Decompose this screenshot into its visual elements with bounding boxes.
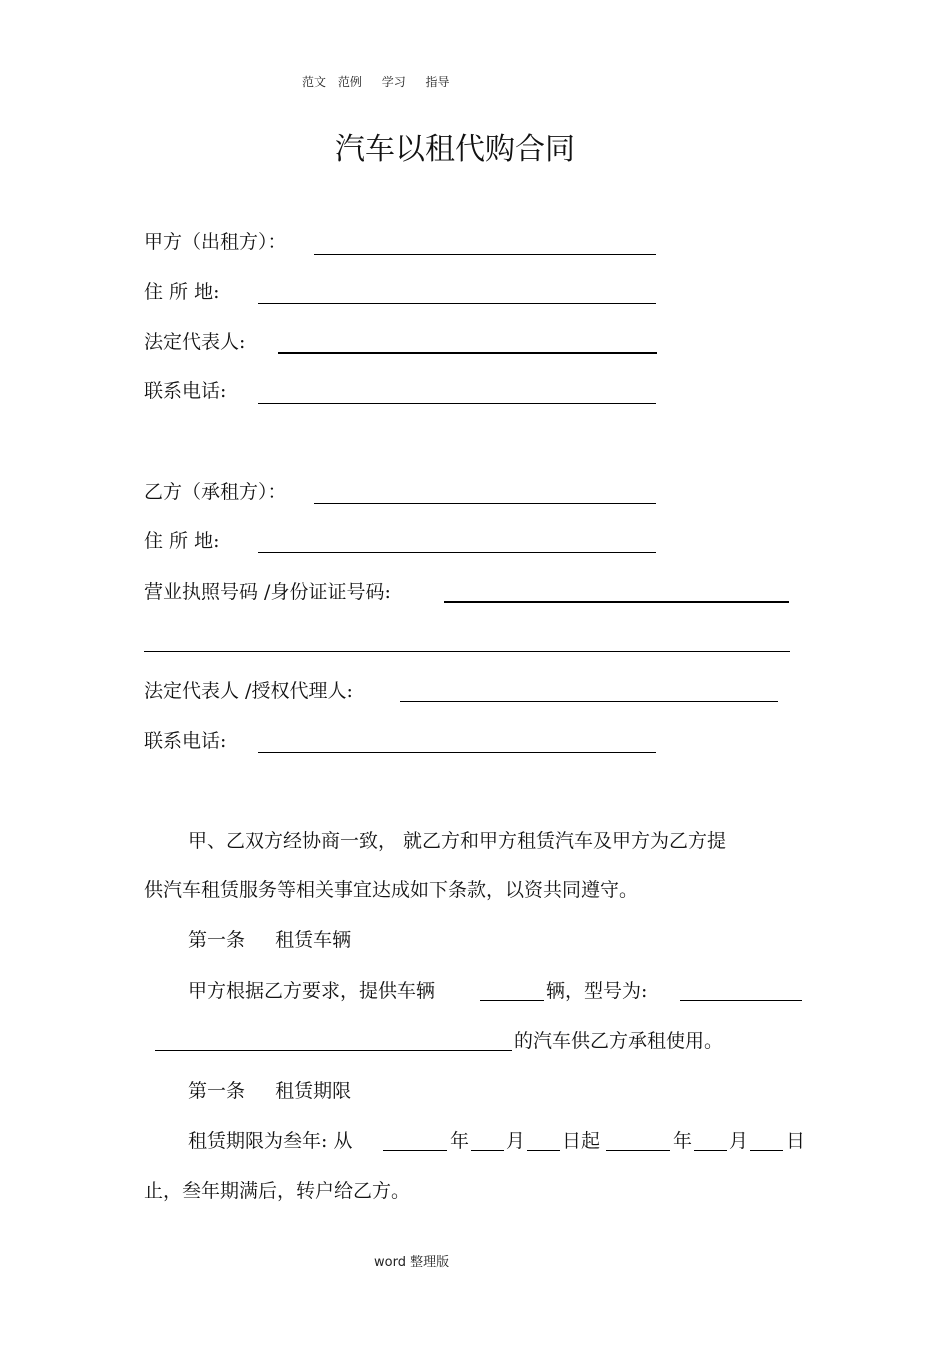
article-2-heading: [188, 1079, 351, 1103]
header-item-2: 学习: [381, 75, 406, 89]
party-a-name-field: [314, 254, 656, 255]
party-b-address-label: 住 所 地:: [144, 530, 220, 552]
header-item-3: 指导: [425, 75, 450, 89]
article-1-number: 第一条: [188, 929, 246, 951]
term-end-day-label: 日: [786, 1130, 806, 1152]
vehicle-model-field: [680, 1000, 802, 1001]
party-b-rep-label: 法定代表人 /授权代理人:: [144, 680, 353, 702]
header-item-1: 范例: [337, 75, 362, 89]
party-a-phone-field: [258, 403, 656, 404]
term-start-month-label: 月: [506, 1130, 526, 1152]
party-b-id-label: 营业执照号码 /身份证证号码:: [144, 581, 391, 603]
end-year-field: [606, 1150, 670, 1151]
footer-note: word 整理版: [374, 1255, 450, 1270]
party-b-name-label: 乙方（承租方）：: [144, 481, 287, 503]
party-a-address-label: 住 所 地:: [144, 281, 220, 303]
party-b-rep-field: [400, 701, 778, 702]
article-1-text-b: 辆，型号为:: [546, 980, 648, 1002]
article-1-name: 租赁车辆: [275, 929, 352, 951]
party-a-address-field: [258, 303, 656, 304]
term-end-year-label: 年: [673, 1130, 693, 1152]
header-source: [302, 73, 450, 90]
start-year-field: [383, 1150, 447, 1151]
party-a-phone-label: 联系电话:: [144, 380, 227, 402]
party-a-rep-field: [278, 352, 657, 354]
article-2-name: 租赁期限: [275, 1080, 352, 1102]
intro-line-1: 甲、乙双方经协商一致， 就乙方和甲方租赁汽车及甲方为乙方提: [188, 830, 727, 852]
article-2-number: 第一条: [188, 1080, 246, 1102]
party-b-phone-field: [258, 752, 656, 753]
intro-line-2: 供汽车租赁服务等相关事宜达成如下条款，以资共同遵守。: [144, 879, 639, 901]
article-1-text-c: 的汽车供乙方承租使用。: [514, 1030, 724, 1052]
start-month-field: [471, 1150, 504, 1151]
party-b-id-field: [444, 601, 789, 603]
term-prefix: 租赁期限为叁年: 从: [188, 1130, 353, 1152]
party-a-rep-label: 法定代表人:: [144, 331, 246, 353]
term-start-day-label: 日起: [562, 1130, 601, 1152]
term-line-2: 止，叁年期满后，转户给乙方。: [144, 1180, 411, 1202]
party-a-name-label: 甲方（出租方）：: [144, 231, 287, 253]
end-day-field: [750, 1150, 783, 1151]
article-1-heading: [188, 928, 351, 952]
article-1-text-a: 甲方根据乙方要求，提供车辆: [188, 980, 436, 1002]
vehicle-model-field-continued: [155, 1050, 512, 1051]
term-start-year-label: 年: [450, 1130, 470, 1152]
start-day-field: [527, 1150, 560, 1151]
party-b-address-field: [258, 552, 656, 553]
vehicle-count-field: [480, 1000, 544, 1001]
party-b-name-field: [314, 503, 656, 504]
end-month-field: [694, 1150, 727, 1151]
party-b-phone-label: 联系电话:: [144, 730, 227, 752]
document-title: 汽车以租代购合同: [335, 132, 575, 167]
party-b-id-field-continued: [144, 651, 790, 652]
term-end-month-label: 月: [729, 1130, 749, 1152]
header-left: 范文: [302, 75, 327, 89]
